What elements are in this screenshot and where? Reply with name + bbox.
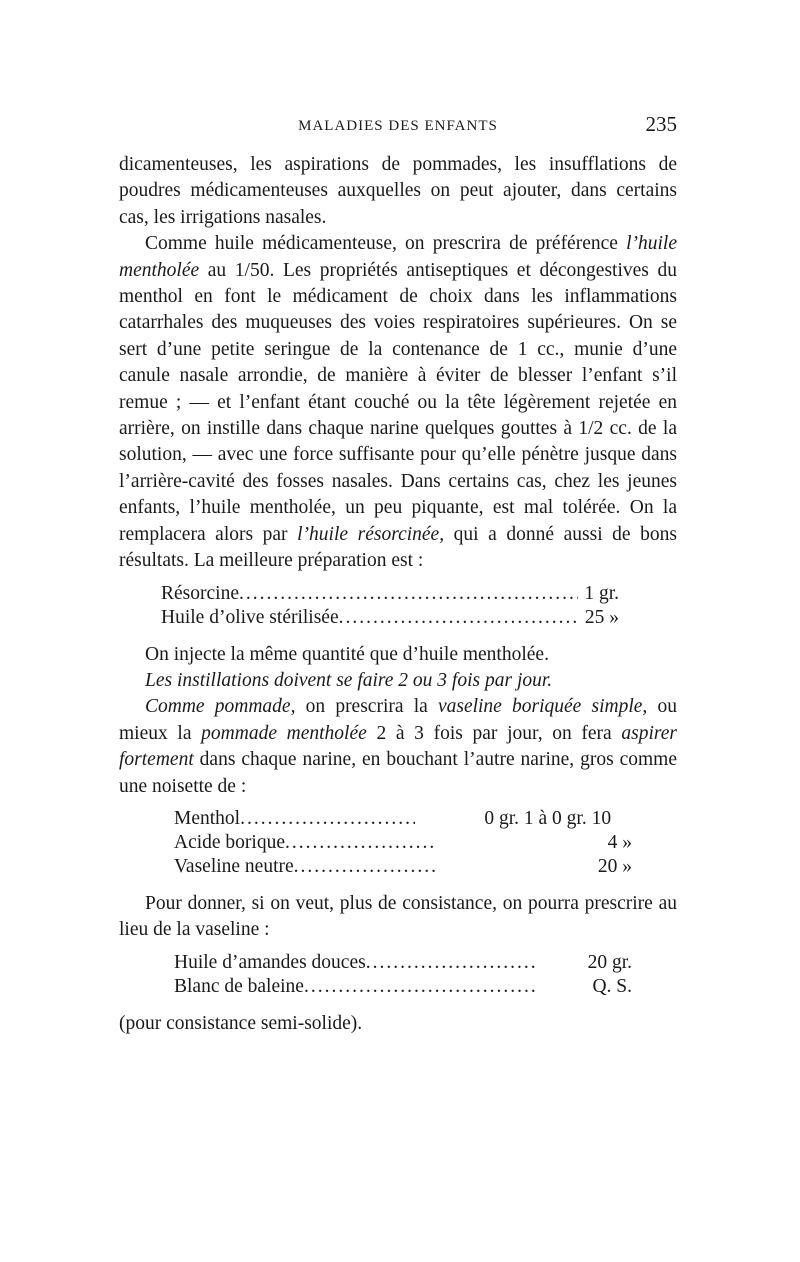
text-run: on prescrira la bbox=[295, 696, 438, 718]
ingredient-quantity: 0 gr. 1 à 0 gr. 10 bbox=[484, 807, 612, 829]
recipe-row bbox=[174, 831, 632, 855]
recipe-menthol bbox=[119, 807, 677, 879]
italic-run: vaseline boriquée simple, bbox=[437, 696, 648, 718]
italic-run: Comme pommade, bbox=[145, 696, 296, 718]
leader-dots bbox=[240, 807, 415, 831]
text-run: dans chaque narine, en bouchant l’autre narine, gros comme une noisette de : bbox=[119, 749, 677, 797]
ingredient-name: Blanc de baleine bbox=[174, 975, 304, 997]
ingredient-quantity: 25 » bbox=[584, 606, 619, 628]
recipe-row bbox=[161, 606, 619, 630]
italic-run: pommade mentholée bbox=[201, 722, 367, 744]
ingredient-name: Huile d’amandes douces bbox=[174, 951, 366, 973]
leader-dots bbox=[366, 951, 536, 975]
paragraph: (pour consistance semi-solide). bbox=[119, 1012, 363, 1034]
ingredient-quantity: 4 » bbox=[607, 831, 632, 853]
italic-run: l’huile résorcinée, bbox=[297, 523, 445, 545]
body-text bbox=[119, 152, 677, 1037]
text-run: Comme huile médicamenteuse, on prescrira de préférence bbox=[145, 233, 627, 255]
paragraph: On injecte la même quantité que d’huile mentholée. bbox=[145, 643, 549, 665]
ingredient-name: Vaseline neutre bbox=[174, 855, 294, 877]
text-run: au 1/50. Les propriétés antiseptiques et décongestives du menthol en font le médicament de choix dans les inflammations catarrhales des muqueuses des voies respiratoires supérieures. On se sert d’une petite seringue de la contenance de 1 cc., munie d’une canule nasale arrondie, de manière à éviter de blesser l’enfant s’il remue ; — et l’enfant étant couché ou la tête légèrement rejetée en arrière, on instille dans chaque narine quelques gouttes à 1/2 cc. de la solution, — avec une force suffisante pour qu’elle pénètre jusque dans l’arrière-cavité des fosses nasales. Dans certains cas, chez les jeunes enfants, l’huile mentholée, un peu piquante, est mal tolérée. On la remplacera alors par bbox=[119, 259, 677, 545]
recipe-row bbox=[174, 807, 632, 831]
recipe-row bbox=[174, 951, 632, 975]
ingredient-quantity: Q. S. bbox=[592, 975, 632, 997]
ingredient-quantity: 1 gr. bbox=[584, 582, 619, 604]
leader-dots bbox=[285, 831, 436, 855]
recipe-row bbox=[161, 582, 619, 606]
ingredient-name: Huile d’olive stérilisée bbox=[161, 606, 339, 628]
text-run: 2 à 3 fois par jour, on fera bbox=[366, 722, 622, 744]
leader-dots bbox=[239, 582, 578, 606]
leader-dots bbox=[304, 975, 536, 999]
italic-run: aspirer fortement bbox=[119, 722, 678, 771]
recipe-row bbox=[174, 855, 632, 879]
page-header bbox=[119, 112, 677, 142]
recipe-row bbox=[174, 975, 632, 999]
paragraph bbox=[119, 231, 677, 574]
page-number: 235 bbox=[645, 112, 677, 136]
text-run: qui a donné aussi de bons résultats. La meilleure préparation est : bbox=[119, 523, 677, 572]
leader-dots bbox=[294, 855, 436, 879]
italic-run: l’huile mentholée bbox=[119, 233, 677, 281]
running-head: MALADIES DES ENFANTS bbox=[298, 118, 498, 134]
paragraph: dicamenteuses, les aspirations de pommades, les insufflations de poudres médicamenteuses auxquelles on peut ajouter, dans certains cas, les irrigations nasales. bbox=[119, 154, 677, 228]
recipe-resorcine bbox=[119, 582, 677, 630]
recipe-amandes bbox=[119, 951, 677, 999]
ingredient-name: Acide borique bbox=[174, 831, 286, 853]
ingredient-quantity: 20 gr. bbox=[587, 951, 632, 973]
text-run: ou mieux la bbox=[119, 696, 677, 744]
paragraph: Pour donner, si on veut, plus de consistance, on pourra prescrire au lieu de la vaseline : bbox=[119, 892, 677, 941]
ingredient-name: Menthol bbox=[174, 807, 241, 829]
leader-dots bbox=[339, 606, 579, 630]
paragraph bbox=[119, 694, 677, 800]
ingredient-name: Résorcine bbox=[161, 582, 239, 604]
italic-paragraph: Les instillations doivent se faire 2 ou 3 fois par jour. bbox=[145, 669, 553, 691]
ingredient-quantity: 20 » bbox=[597, 855, 632, 877]
